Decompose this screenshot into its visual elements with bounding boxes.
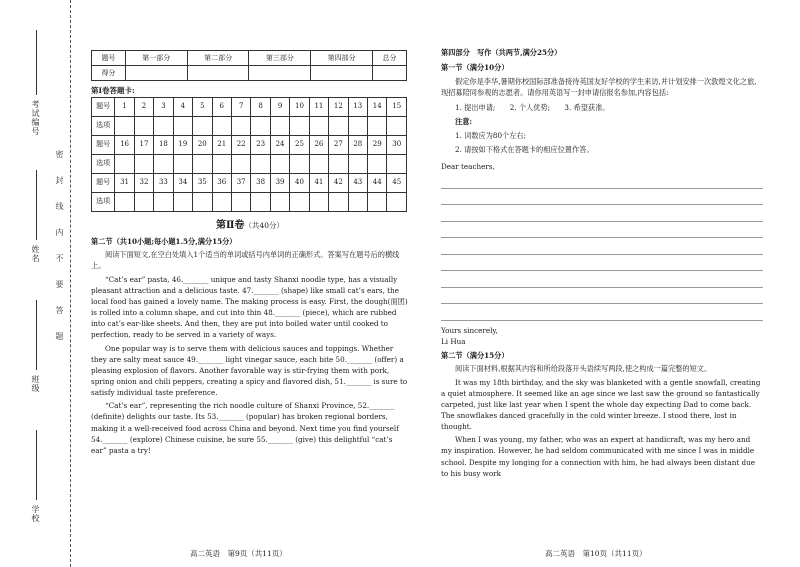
- note-item: 2. 请按如下格式在答题卡的相应位置作答。: [455, 145, 594, 155]
- name-label: 姓名: [31, 245, 40, 263]
- sec1-prompt: 假定你是李华,暑期你校国际部准备接待英国友好学校的学生来访,并计划安排一次敦煌文化之旅,现招募陪同参观的志愿者。请你用英语写一封申请信报名参加,内容包括:: [441, 77, 757, 98]
- part4-title: 第四部分 写作（共两节,满分25分）: [441, 48, 562, 57]
- sec1-title: 第一节（满分10分）: [441, 63, 509, 73]
- left-page: [91, 50, 409, 456]
- writing-lines[interactable]: [441, 172, 763, 321]
- answer-card-title: 第Ⅰ卷答题卡:: [91, 86, 135, 95]
- section2-instruction: 阅读下面短文,在空白处填入1个适当的单词或括号内单词的正确形式。答案写在题号后的横线上。: [91, 250, 400, 271]
- story-paragraph: When I was young, my father, who was an expert at handicraft, was my hero and my inspiration. However, he had seldom communicated with me since I was in middle school. Despite my longing for a connection with him, he had always been distant due to his busy work: [441, 435, 755, 478]
- note-item: 1. 词数应为80个左右;: [455, 130, 527, 140]
- binding-margin: [0, 0, 71, 567]
- exam-number-line: [36, 30, 37, 95]
- school-label: 学校: [31, 505, 40, 523]
- right-page-footer: 高二英语 第10页（共11页）: [545, 549, 647, 558]
- score-table: 题号 第一部分 第二部分 第三部分 第四部分 总分 得分: [91, 50, 407, 81]
- letter-closing: Yours sincerely,: [441, 325, 498, 335]
- school-line: [36, 430, 37, 500]
- section2-title: 第二节（共10小题;每小题1.5分,满分15分）: [91, 237, 237, 247]
- sec2-prompt: 阅读下面材料,根据其内容和所给段落开头语续写两段,使之构成一篇完整的短文。: [455, 364, 712, 374]
- content-points: 1. 提出申请; 2. 个人优势; 3. 希望获准。: [455, 102, 610, 112]
- right-page: [441, 47, 763, 479]
- exam-number-label: 考试编号: [31, 100, 40, 136]
- class-label: 班级: [31, 375, 40, 393]
- passage-paragraph: “Cat’s ear” pasta, 46._______ unique and tasty Shanxi noodle type, has a visually pleasant attraction and a delicious taste. 47._______ (shape) like small cat’s ears, the local food has gained a lovely name. The making process is easy. First, the dough(面团) is rolled into a column shape, and cut into thin 48._______ (piece), which are rubbed into cat’s ear-like sheets. And then, they are put into boiled water until cooked to perfection, ready to be served in a variety of ways.: [91, 274, 408, 340]
- note-title: 注意:: [455, 116, 473, 126]
- class-line: [36, 300, 37, 370]
- passage-paragraph: “Cat’s ear”, representing the rich noodle culture of Shanxi Province, 52._______ (definite) delights our taste. Its 53._______ (popular) has broken regional borders, making it a well-received food across China and beyond. Next time you find yourself 54._______ (explore) Chinese cuisine, be sure 55._______ (give) this delightful “cat’s ear” pasta a try!: [91, 401, 399, 455]
- left-page-footer: 高二英语 第9页（共11页）: [190, 549, 287, 558]
- seal-line-text: 密封线内不要答题: [55, 150, 64, 358]
- volume-heading: 第Ⅱ卷（共40分）: [216, 219, 284, 231]
- answer-card-table: 题号 1 2 3 4 5 6 7 8 9 10 11 12 13 14 15 选项 题号 16 17 18 19 20 21 22 23 24 25 26 27 28 29 30 选项 题号 31 32 33 34 35 36 37 38 39 40 41 42 43 44 45 选项: [91, 97, 407, 212]
- letter-signature: Li Hua: [441, 337, 466, 347]
- sec2-title: 第二节（满分15分）: [441, 351, 509, 361]
- letter-salutation: Dear teachers,: [441, 162, 495, 172]
- passage-paragraph: One popular way is to serve them with delicious sauces and toppings. Whether they are salty meat sauce 49._______ light vinegar sauce, each bite 50._______ (offer) a pleasing explosion of flavors. Another favorable way is stir-frying them with pork, spring onion and chili peppers, creating a spicy and flavored dish, 51._______ is sure to satisfy individual taste preference.: [91, 343, 408, 398]
- story-paragraph: It was my 18th birthday, and the sky was blanketed with a gentle snowfall, creating a quiet atmosphere. It seemed like an age since we last saw the ground so fantastically carpeted, just like last year when I spent the whole day expecting Dad to come back. The snowflakes danced gracefully in the cold winter breeze. I stood there, lost in thought.: [441, 377, 761, 432]
- name-line: [36, 170, 37, 240]
